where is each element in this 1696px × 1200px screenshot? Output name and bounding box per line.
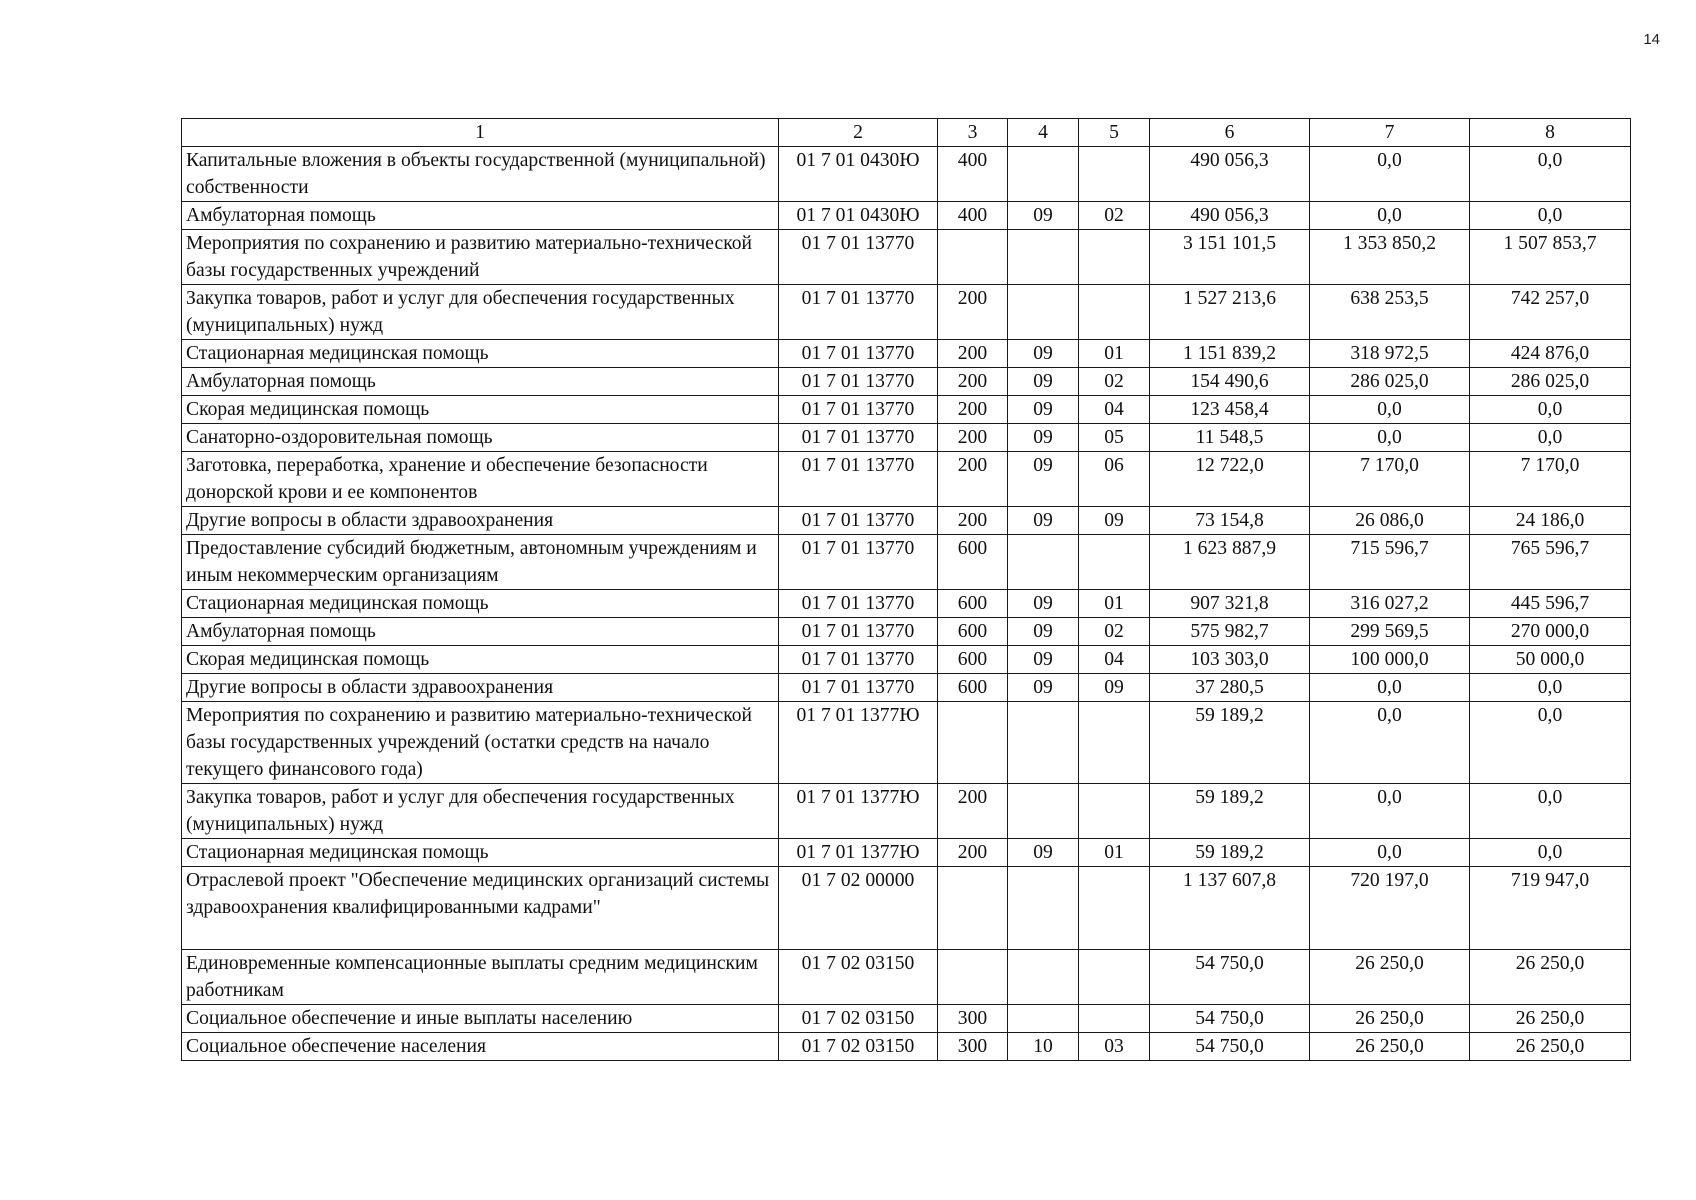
row-code-cell: 01 7 01 0430Ю [779, 147, 938, 202]
row-vr-cell: 200 [938, 784, 1008, 839]
row-value-cell: 59 189,2 [1150, 784, 1310, 839]
row-rz-cell: 09 [1008, 396, 1079, 424]
page-number: 14 [1643, 31, 1660, 48]
row-value-cell: 0,0 [1470, 702, 1631, 784]
row-rz-cell [1008, 702, 1079, 784]
table-row [182, 202, 1631, 230]
row-name-cell: Закупка товаров, работ и услуг для обеспечения государственных (муниципальных) нужд [182, 784, 779, 839]
row-vr-cell: 200 [938, 839, 1008, 867]
table-row [182, 618, 1631, 646]
row-pr-cell [1079, 147, 1150, 202]
row-pr-cell: 09 [1079, 674, 1150, 702]
row-code-cell: 01 7 01 13770 [779, 507, 938, 535]
table-row [182, 535, 1631, 590]
row-vr-cell: 200 [938, 368, 1008, 396]
row-name-cell: Отраслевой проект "Обеспечение медицинских организаций системы здравоохранения квалифицированными кадрами" [182, 867, 779, 950]
row-pr-cell [1079, 784, 1150, 839]
table-row [182, 424, 1631, 452]
row-code-cell: 01 7 01 13770 [779, 674, 938, 702]
row-name-cell: Амбулаторная помощь [182, 202, 779, 230]
row-name-cell: Закупка товаров, работ и услуг для обеспечения государственных (муниципальных) нужд [182, 285, 779, 340]
row-value-cell: 638 253,5 [1310, 285, 1470, 340]
row-value-cell: 26 250,0 [1470, 1005, 1631, 1033]
row-value-cell: 490 056,3 [1150, 202, 1310, 230]
row-value-cell: 154 490,6 [1150, 368, 1310, 396]
table-row [182, 396, 1631, 424]
row-value-cell: 0,0 [1310, 674, 1470, 702]
row-vr-cell: 600 [938, 535, 1008, 590]
row-code-cell: 01 7 01 13770 [779, 618, 938, 646]
table-row [182, 147, 1631, 202]
row-value-cell: 0,0 [1470, 147, 1631, 202]
row-name-cell: Другие вопросы в области здравоохранения [182, 507, 779, 535]
column-header: 7 [1310, 119, 1470, 147]
row-code-cell: 01 7 01 1377Ю [779, 784, 938, 839]
row-value-cell: 50 000,0 [1470, 646, 1631, 674]
row-code-cell: 01 7 01 13770 [779, 368, 938, 396]
row-value-cell: 318 972,5 [1310, 340, 1470, 368]
row-value-cell: 0,0 [1470, 396, 1631, 424]
table-row [182, 950, 1631, 1005]
row-name-cell: Мероприятия по сохранению и развитию материально-технической базы государственных учреждений [182, 230, 779, 285]
row-rz-cell [1008, 1005, 1079, 1033]
row-value-cell: 316 027,2 [1310, 590, 1470, 618]
row-value-cell: 1 353 850,2 [1310, 230, 1470, 285]
column-header: 8 [1470, 119, 1631, 147]
row-value-cell: 0,0 [1310, 147, 1470, 202]
row-pr-cell: 01 [1079, 590, 1150, 618]
row-value-cell: 720 197,0 [1310, 867, 1470, 950]
row-value-cell: 1 507 853,7 [1470, 230, 1631, 285]
table-row [182, 1005, 1631, 1033]
table-row [182, 230, 1631, 285]
row-value-cell: 1 527 213,6 [1150, 285, 1310, 340]
row-value-cell: 765 596,7 [1470, 535, 1631, 590]
row-vr-cell [938, 230, 1008, 285]
row-rz-cell: 09 [1008, 424, 1079, 452]
table-row [182, 839, 1631, 867]
column-header: 6 [1150, 119, 1310, 147]
row-pr-cell: 01 [1079, 839, 1150, 867]
row-vr-cell: 400 [938, 147, 1008, 202]
row-value-cell: 54 750,0 [1150, 1033, 1310, 1061]
row-value-cell: 54 750,0 [1150, 1005, 1310, 1033]
row-vr-cell: 300 [938, 1005, 1008, 1033]
row-rz-cell: 09 [1008, 674, 1079, 702]
column-header: 3 [938, 119, 1008, 147]
row-value-cell: 26 250,0 [1470, 1033, 1631, 1061]
row-value-cell: 445 596,7 [1470, 590, 1631, 618]
row-pr-cell [1079, 285, 1150, 340]
row-code-cell: 01 7 01 13770 [779, 424, 938, 452]
row-name-cell: Мероприятия по сохранению и развитию материально-технической базы государственных учреждений (остатки средств на начало текущего финансового года) [182, 702, 779, 784]
row-rz-cell: 09 [1008, 452, 1079, 507]
row-vr-cell: 200 [938, 452, 1008, 507]
row-name-cell: Санаторно-оздоровительная помощь [182, 424, 779, 452]
table-row [182, 702, 1631, 784]
table-header-row [182, 119, 1631, 147]
row-value-cell: 3 151 101,5 [1150, 230, 1310, 285]
row-name-cell: Предоставление субсидий бюджетным, автономным учреждениям и иным некоммерческим организациям [182, 535, 779, 590]
row-value-cell: 270 000,0 [1470, 618, 1631, 646]
row-rz-cell [1008, 784, 1079, 839]
column-header: 1 [182, 119, 779, 147]
row-vr-cell [938, 867, 1008, 950]
row-rz-cell: 09 [1008, 368, 1079, 396]
row-code-cell: 01 7 01 13770 [779, 590, 938, 618]
row-value-cell: 37 280,5 [1150, 674, 1310, 702]
row-vr-cell: 600 [938, 618, 1008, 646]
row-pr-cell [1079, 230, 1150, 285]
row-value-cell: 100 000,0 [1310, 646, 1470, 674]
row-rz-cell: 10 [1008, 1033, 1079, 1061]
row-rz-cell: 09 [1008, 202, 1079, 230]
row-value-cell: 26 250,0 [1470, 950, 1631, 1005]
row-name-cell: Стационарная медицинская помощь [182, 590, 779, 618]
row-value-cell: 286 025,0 [1310, 368, 1470, 396]
column-header: 2 [779, 119, 938, 147]
row-value-cell: 299 569,5 [1310, 618, 1470, 646]
table-row [182, 452, 1631, 507]
row-value-cell: 1 151 839,2 [1150, 340, 1310, 368]
row-vr-cell: 600 [938, 590, 1008, 618]
row-value-cell: 0,0 [1310, 702, 1470, 784]
row-code-cell: 01 7 01 0430Ю [779, 202, 938, 230]
row-code-cell: 01 7 01 13770 [779, 230, 938, 285]
row-rz-cell: 09 [1008, 507, 1079, 535]
row-code-cell: 01 7 02 03150 [779, 1005, 938, 1033]
row-code-cell: 01 7 01 13770 [779, 396, 938, 424]
table-row [182, 784, 1631, 839]
row-rz-cell [1008, 950, 1079, 1005]
row-name-cell: Социальное обеспечение и иные выплаты населению [182, 1005, 779, 1033]
table-row [182, 674, 1631, 702]
row-pr-cell [1079, 702, 1150, 784]
row-name-cell: Стационарная медицинская помощь [182, 340, 779, 368]
row-name-cell: Скорая медицинская помощь [182, 646, 779, 674]
table-row [182, 590, 1631, 618]
row-value-cell: 11 548,5 [1150, 424, 1310, 452]
row-rz-cell: 09 [1008, 646, 1079, 674]
row-code-cell: 01 7 01 13770 [779, 646, 938, 674]
row-pr-cell: 09 [1079, 507, 1150, 535]
row-name-cell: Другие вопросы в области здравоохранения [182, 674, 779, 702]
row-code-cell: 01 7 01 13770 [779, 285, 938, 340]
table-row [182, 285, 1631, 340]
row-value-cell: 715 596,7 [1310, 535, 1470, 590]
row-vr-cell: 200 [938, 424, 1008, 452]
row-value-cell: 1 137 607,8 [1150, 867, 1310, 950]
row-value-cell: 59 189,2 [1150, 702, 1310, 784]
row-value-cell: 59 189,2 [1150, 839, 1310, 867]
row-value-cell: 0,0 [1470, 424, 1631, 452]
table-row [182, 368, 1631, 396]
row-pr-cell: 02 [1079, 202, 1150, 230]
row-value-cell: 123 458,4 [1150, 396, 1310, 424]
row-pr-cell: 05 [1079, 424, 1150, 452]
row-vr-cell: 600 [938, 674, 1008, 702]
row-vr-cell: 600 [938, 646, 1008, 674]
row-value-cell: 286 025,0 [1470, 368, 1631, 396]
row-vr-cell: 200 [938, 340, 1008, 368]
row-vr-cell [938, 702, 1008, 784]
row-rz-cell [1008, 285, 1079, 340]
row-value-cell: 0,0 [1470, 784, 1631, 839]
row-rz-cell [1008, 147, 1079, 202]
row-value-cell: 0,0 [1310, 839, 1470, 867]
row-vr-cell: 200 [938, 396, 1008, 424]
table-row [182, 1033, 1631, 1061]
row-name-cell: Капитальные вложения в объекты государственной (муниципальной) собственности [182, 147, 779, 202]
row-rz-cell [1008, 535, 1079, 590]
budget-table [181, 118, 1631, 1061]
row-code-cell: 01 7 01 13770 [779, 535, 938, 590]
row-vr-cell: 400 [938, 202, 1008, 230]
row-value-cell: 26 250,0 [1310, 1033, 1470, 1061]
row-vr-cell: 200 [938, 285, 1008, 340]
row-value-cell: 26 250,0 [1310, 1005, 1470, 1033]
row-value-cell: 742 257,0 [1470, 285, 1631, 340]
row-value-cell: 0,0 [1310, 396, 1470, 424]
row-value-cell: 26 250,0 [1310, 950, 1470, 1005]
row-value-cell: 719 947,0 [1470, 867, 1631, 950]
row-pr-cell [1079, 950, 1150, 1005]
row-pr-cell [1079, 535, 1150, 590]
row-value-cell: 0,0 [1310, 424, 1470, 452]
row-value-cell: 0,0 [1310, 784, 1470, 839]
row-value-cell: 0,0 [1310, 202, 1470, 230]
table-row [182, 507, 1631, 535]
row-value-cell: 12 722,0 [1150, 452, 1310, 507]
row-value-cell: 0,0 [1470, 202, 1631, 230]
row-rz-cell: 09 [1008, 340, 1079, 368]
row-pr-cell: 02 [1079, 368, 1150, 396]
row-rz-cell [1008, 867, 1079, 950]
row-pr-cell: 03 [1079, 1033, 1150, 1061]
row-code-cell: 01 7 02 03150 [779, 950, 938, 1005]
table-row [182, 867, 1631, 950]
row-value-cell: 907 321,8 [1150, 590, 1310, 618]
row-vr-cell [938, 950, 1008, 1005]
row-value-cell: 424 876,0 [1470, 340, 1631, 368]
row-value-cell: 0,0 [1470, 839, 1631, 867]
row-name-cell: Амбулаторная помощь [182, 368, 779, 396]
row-name-cell: Стационарная медицинская помощь [182, 839, 779, 867]
row-value-cell: 24 186,0 [1470, 507, 1631, 535]
row-value-cell: 7 170,0 [1470, 452, 1631, 507]
row-vr-cell: 300 [938, 1033, 1008, 1061]
row-value-cell: 7 170,0 [1310, 452, 1470, 507]
table-row [182, 646, 1631, 674]
row-value-cell: 26 086,0 [1310, 507, 1470, 535]
row-value-cell: 73 154,8 [1150, 507, 1310, 535]
row-value-cell: 575 982,7 [1150, 618, 1310, 646]
row-pr-cell: 06 [1079, 452, 1150, 507]
row-value-cell: 490 056,3 [1150, 147, 1310, 202]
row-pr-cell [1079, 867, 1150, 950]
row-code-cell: 01 7 01 1377Ю [779, 839, 938, 867]
row-code-cell: 01 7 02 00000 [779, 867, 938, 950]
column-header: 5 [1079, 119, 1150, 147]
row-name-cell: Амбулаторная помощь [182, 618, 779, 646]
row-vr-cell: 200 [938, 507, 1008, 535]
column-header: 4 [1008, 119, 1079, 147]
row-name-cell: Единовременные компенсационные выплаты средним медицинским работникам [182, 950, 779, 1005]
row-pr-cell: 04 [1079, 396, 1150, 424]
row-rz-cell [1008, 230, 1079, 285]
row-value-cell: 0,0 [1470, 674, 1631, 702]
row-name-cell: Скорая медицинская помощь [182, 396, 779, 424]
row-value-cell: 103 303,0 [1150, 646, 1310, 674]
row-rz-cell: 09 [1008, 618, 1079, 646]
row-pr-cell: 04 [1079, 646, 1150, 674]
row-code-cell: 01 7 01 13770 [779, 452, 938, 507]
row-rz-cell: 09 [1008, 590, 1079, 618]
row-value-cell: 54 750,0 [1150, 950, 1310, 1005]
row-value-cell: 1 623 887,9 [1150, 535, 1310, 590]
row-pr-cell: 01 [1079, 340, 1150, 368]
row-pr-cell: 02 [1079, 618, 1150, 646]
row-name-cell: Социальное обеспечение населения [182, 1033, 779, 1061]
table-row [182, 340, 1631, 368]
row-pr-cell [1079, 1005, 1150, 1033]
row-name-cell: Заготовка, переработка, хранение и обеспечение безопасности донорской крови и ее компонентов [182, 452, 779, 507]
row-code-cell: 01 7 01 13770 [779, 340, 938, 368]
row-code-cell: 01 7 01 1377Ю [779, 702, 938, 784]
row-rz-cell: 09 [1008, 839, 1079, 867]
row-code-cell: 01 7 02 03150 [779, 1033, 938, 1061]
